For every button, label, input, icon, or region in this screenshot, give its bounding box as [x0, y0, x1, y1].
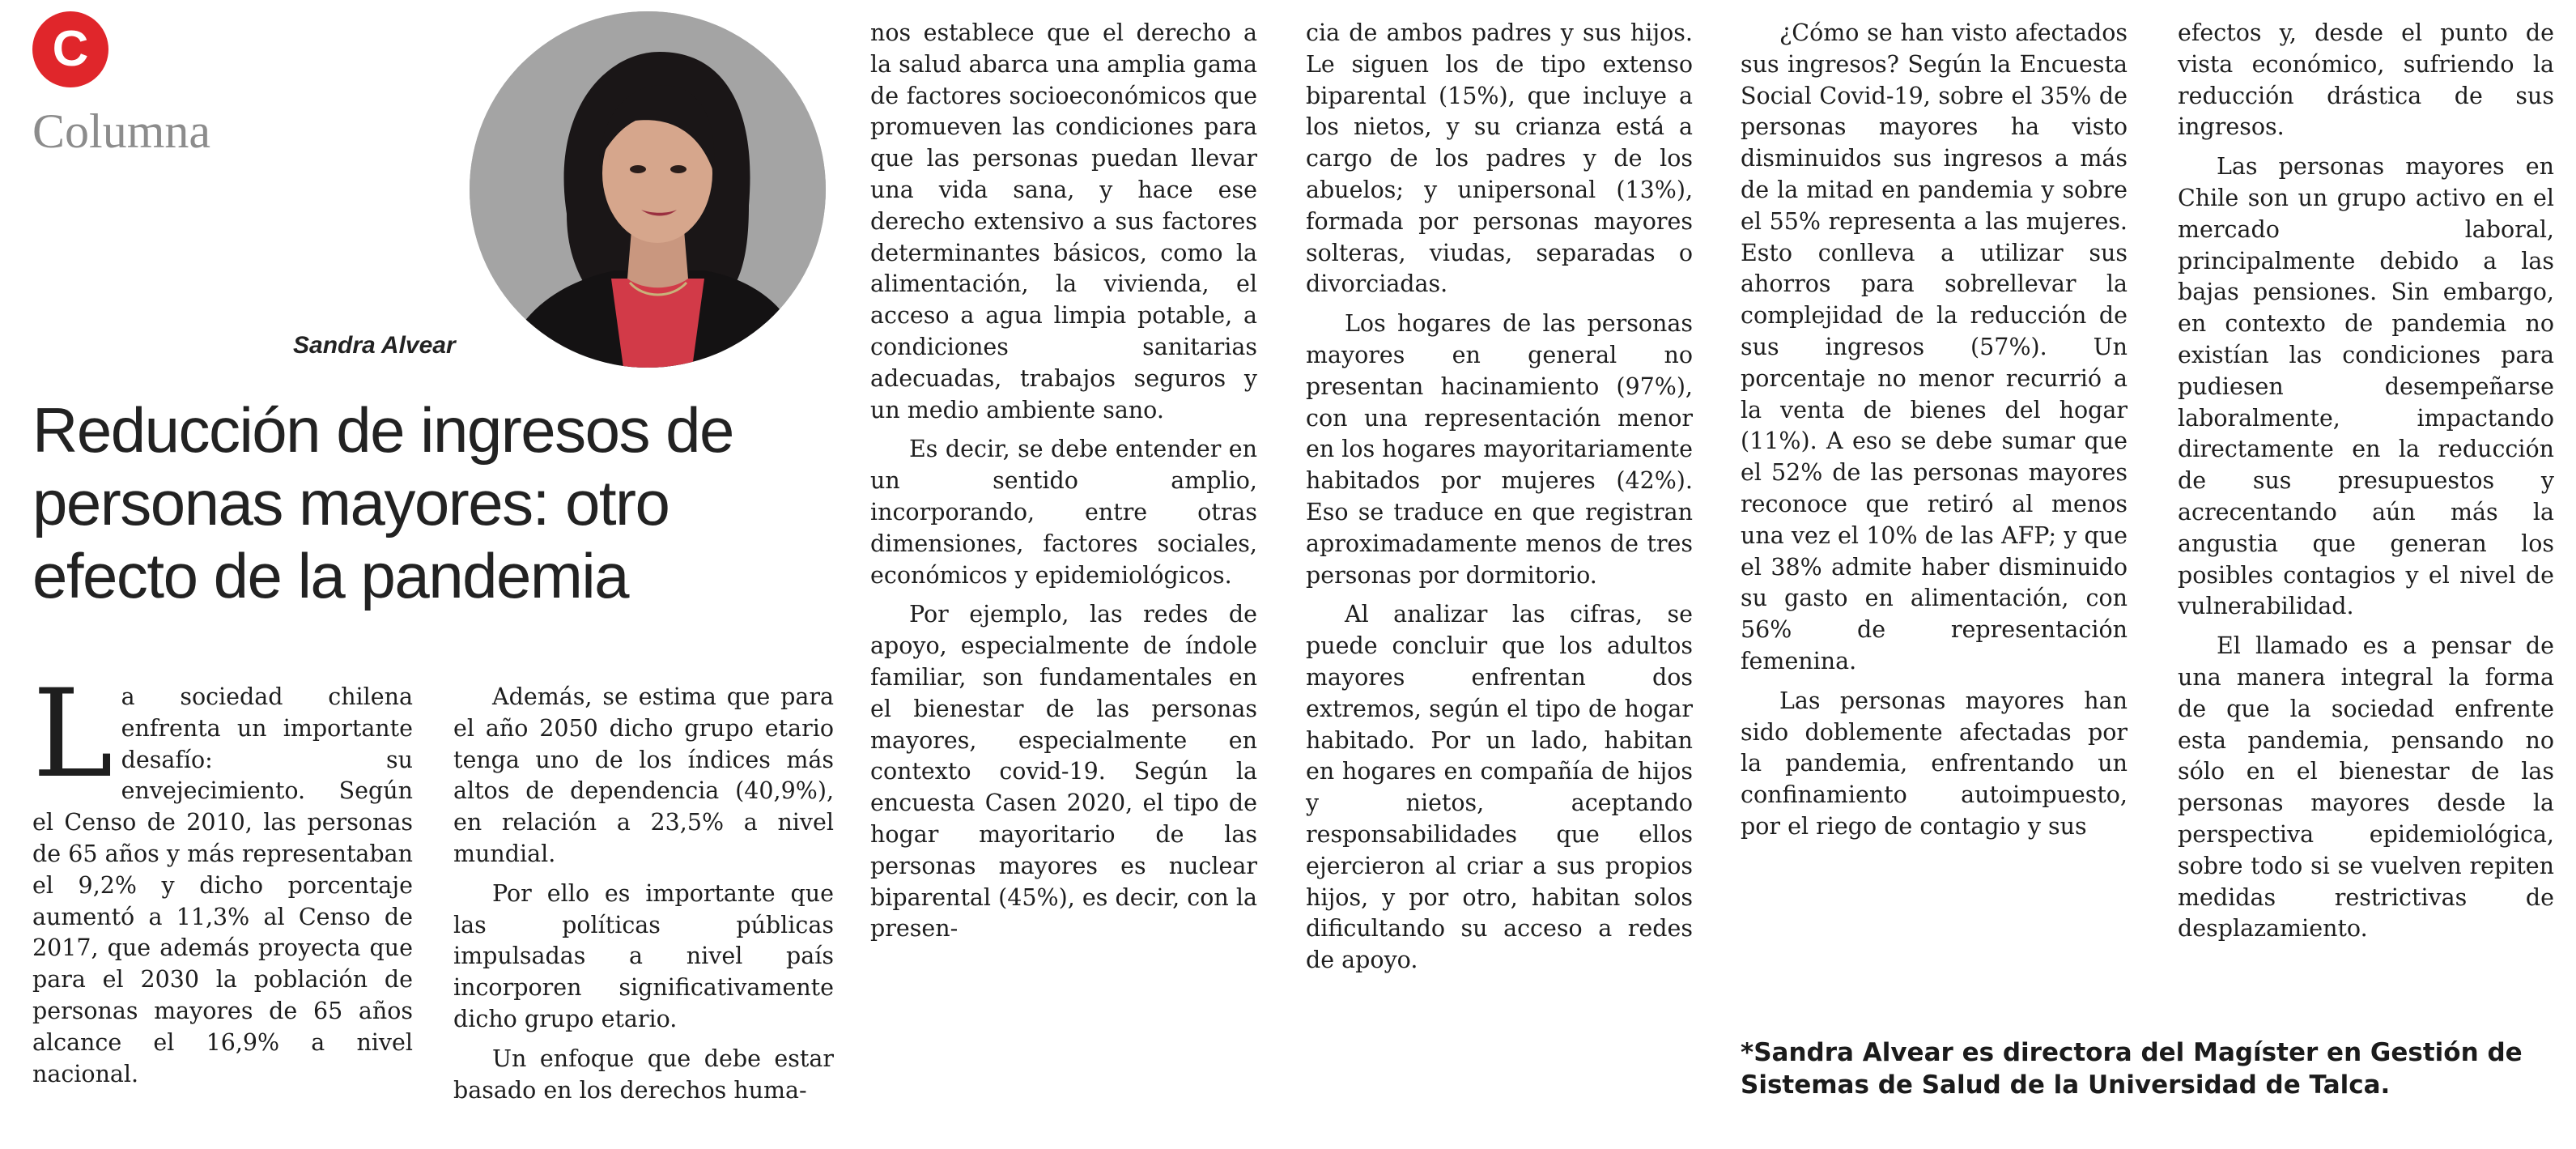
paragraph: Un enfoque que debe estar basado en los derechos huma-	[453, 1045, 834, 1104]
paragraph: ¿Cómo se han visto afectados sus ingresos? Según la Encuesta Social Covid-19, sobre el 35% de personas mayores ha visto disminuidos sus ingresos a más de la mitad en pandemia y sobre el 55% representa a las mujeres. Esto conlleva a utilizar sus ahorros para sobrellevar la complejidad de la reducción de sus ingresos (57%). Un porcentaje no menor recurrió a la venta de bienes del hogar (11%). A eso se debe sumar que el 52% de las personas mayores reconoce que retiró al menos una vez el 10% de las AFP; y que el 38% admite haber disminuido su gasto en alimentación, con 56% de representación femenina.	[1741, 19, 2128, 675]
paragraph: efectos y, desde el punto de vista económico, sufriendo la reducción drástica de sus ingresos.	[2178, 19, 2554, 141]
article-column-4	[1306, 18, 1693, 985]
column-logo-badge: C	[32, 11, 108, 87]
article-headline: Reducción de ingresos de personas mayores: otro efecto de la pandemia	[32, 394, 733, 611]
paragraph: nos establece que el derecho a la salud abarca una amplia gama de factores socioeconómicos que promueven las condiciones para que las personas puedan llevar una vida sana, y hace ese derecho extensivo a sus factores determinantes básicos, como la alimentación, la vivienda, el acceso a agua limpia potable, a condiciones sanitarias adecuadas, trabajos seguros y un medio ambiente sano.	[870, 19, 1257, 423]
paragraph: Los hogares de las personas mayores en general no presentan hacinamiento (97%), con una representación menor en los hogares mayoritariamente habitados por mujeres (42%). Eso se traduce en que registran aproximadamente menos de tres personas por dormitorio.	[1306, 310, 1693, 589]
section-label: Columna	[32, 104, 210, 158]
article-column-3	[870, 18, 1257, 953]
paragraph: El llamado es a pensar de una manera integral la forma de que la sociedad enfrente esta pandemia, pensando no sólo en el bienestar de las personas mayores desde la perspectiva epidemiológica, sobre todo si se vuelven repiten medidas restrictivas de desplazamiento.	[2178, 632, 2554, 943]
article-column-1	[32, 664, 413, 1098]
author-portrait-icon	[470, 11, 826, 368]
author-name: Sandra Alvear	[293, 332, 456, 359]
paragraph: Además, se estima que para el año 2050 dicho grupo etario tenga uno de los índices más altos de dependencia (40,9%), en relación a 23,5% a nivel mundial.	[453, 683, 834, 867]
paragraph: Es decir, se debe entender en un sentido amplio, incorporando, entre otras dimensiones, factores sociales, económicos y epidemiológicos.	[870, 436, 1257, 589]
author-credit-note: *Sandra Alvear es directora del Magíster en Gestión de Sistemas de Salud de la Universidad de Talca.	[1741, 1038, 2523, 1100]
paragraph: Las personas mayores en Chile son un grupo activo en el mercado laboral, principalmente debido a las bajas pensiones. Sin embargo, en contexto de pandemia no existían las condiciones para pudiesen desempeñarse laboralmente, impactando directamente en la reducción de sus presupuestos y acrecentando aún más la angustia que generan los posibles contagios y el nivel de vulnerabilidad.	[2178, 153, 2554, 620]
drop-cap: L	[32, 664, 113, 805]
paragraph: Por ejemplo, las redes de apoyo, especialmente de índole familiar, son fundamentales en el bienestar de las personas mayores, especialmente en contexto covid-19. Según la encuesta Casen 2020, el tipo de hogar mayoritario de las personas mayores es nuclear biparental (45%), es decir, con la presen-	[870, 601, 1257, 943]
paragraph: Las personas mayores han sido doblemente afectadas por la pandemia, enfrentando un confinamiento autoimpuesto, por el riego de contagio y sus	[1741, 687, 2128, 840]
article-column-2	[453, 682, 834, 1114]
paragraph: Por ello es importante que las políticas públicas impulsadas a nivel país incorporen significativamente dicho grupo etario.	[453, 879, 834, 1032]
paragraph: Al analizar las cifras, se puede concluir que los adultos mayores enfrentan dos extremos, según el tipo de hogar habitado. Por un lado, habitan en hogares en compañía de hijos y nietos, aceptando responsabilidades que ellos ejercieron al criar a sus propios hijos, y por otro, habitan solos dificultando su acceso a redes de apoyo.	[1306, 601, 1693, 974]
article-column-6	[2178, 18, 2554, 953]
paragraph: La sociedad chilena enfrenta un importante desafío: su envejecimiento. Según el Censo de 2010, las personas de 65 años y más representaban el 9,2% y dicho porcentaje aumentó a 11,3% al Censo de 2017, que además proyecta que para el 2030 la población de personas mayores de 65 años alcance el 16,9% a nivel nacional.	[32, 664, 413, 1087]
article-column-5	[1741, 18, 2128, 851]
paragraph: cia de ambos padres y sus hijos. Le siguen los de tipo extenso biparental (15%), que incluye a los nietos, y su crianza está a cargo de los padres y de los abuelos; y unipersonal (13%), formada por personas mayores solteras, viudas, separadas o divorciadas.	[1306, 19, 1693, 298]
